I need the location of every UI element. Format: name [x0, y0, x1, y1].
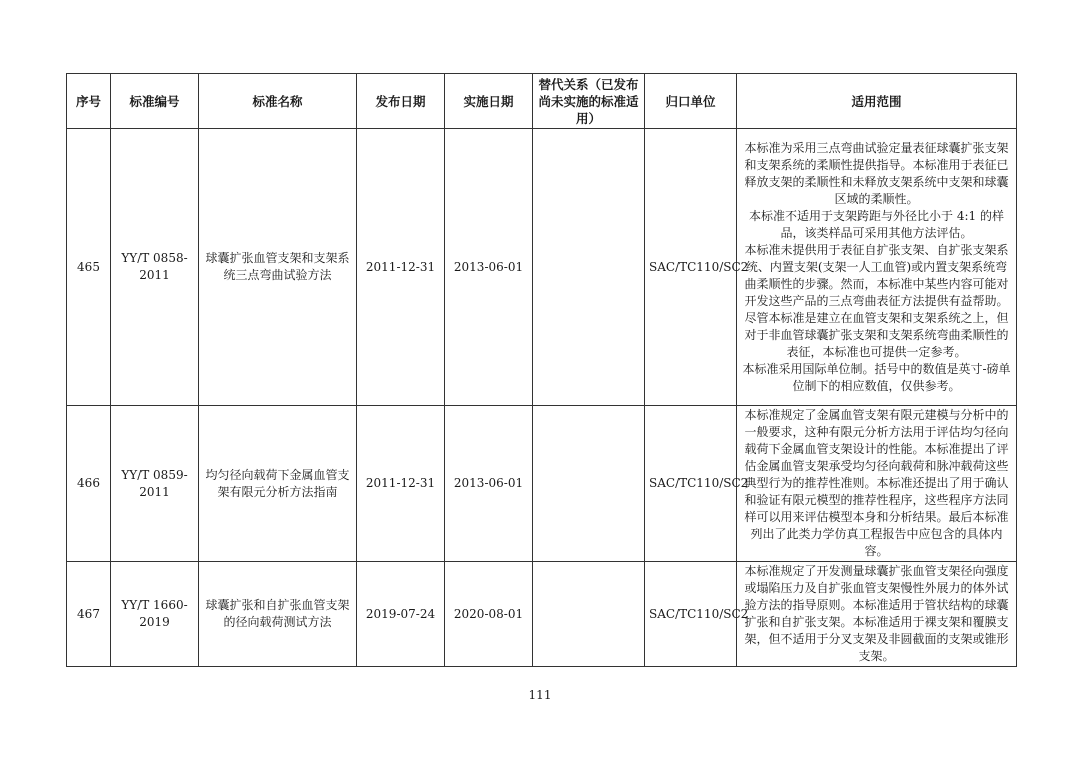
scope-paragraph: 本标准规定了开发测量球囊扩张血管支架径向强度或塌陷压力及自扩张血管支架慢性外展力的体外试验方法的指导原则。本标准适用于管状结构的球囊扩张和自扩张支架。本标准适用于裸支架和覆膜支架，但不适用于分叉支架及非圆截面的支架或锥形支架。 [744, 564, 1009, 663]
cell-replace [533, 406, 645, 562]
header-std-name: 标准名称 [199, 74, 357, 129]
cell-replace [533, 562, 645, 667]
page-number: 111 [528, 688, 552, 702]
cell-impl-date: 2013-06-01 [445, 129, 533, 406]
scope-paragraph: 本标准采用国际单位制。括号中的数值是英寸-磅单位制下的相应数值，仅供参考。 [742, 361, 1011, 393]
header-seq: 序号 [67, 74, 111, 129]
header-replace: 替代关系（已发布尚未实施的标准适用） [533, 74, 645, 129]
header-impl-date: 实施日期 [445, 74, 533, 129]
cell-std-no: YY/T 1660-2019 [111, 562, 199, 667]
table-row [67, 406, 1017, 562]
header-row [67, 74, 1017, 129]
scope-paragraph: 本标准不适用于支架跨距与外径比小于 4:1 的样品，该类样品可采用其他方法评估。 [749, 208, 1004, 240]
cell-unit: SAC/TC110/SC2 [645, 129, 737, 406]
cell-unit: SAC/TC110/SC2 [645, 406, 737, 562]
cell-seq: 467 [67, 562, 111, 667]
cell-seq: 465 [67, 129, 111, 406]
cell-seq: 466 [67, 406, 111, 562]
standards-table [66, 73, 1017, 667]
cell-impl-date: 2013-06-01 [445, 406, 533, 562]
scope-paragraph: 本标准未提供用于表征自扩张支架、自扩张支架系统、内置支架(支架一人工血管)或内置支架系统弯曲柔顺性的步骤。然而，本标准中某些内容可能对开发这些产品的三点弯曲表征方法提供有益帮助。尽管本标准是建立在血管支架和支架系统之上，但对于非血管球囊扩张支架和支架系统弯曲柔顺性的表征，本标准也可提供一定参考。 [744, 242, 1009, 359]
cell-std-name: 球囊扩张血管支架和支架系统三点弯曲试验方法 [199, 129, 357, 406]
header-scope: 适用范围 [737, 74, 1017, 129]
header-unit: 归口单位 [645, 74, 737, 129]
cell-std-no: YY/T 0859-2011 [111, 406, 199, 562]
cell-impl-date: 2020-08-01 [445, 562, 533, 667]
cell-std-name: 均匀径向载荷下金属血管支架有限元分析方法指南 [199, 406, 357, 562]
scope-paragraph: 本标准为采用三点弯曲试验定量表征球囊扩张支架和支架系统的柔顺性提供指导。本标准用于表征已释放支架的柔顺性和未释放支架系统中支架和球囊区域的柔顺性。 [744, 140, 1009, 206]
table-row [67, 129, 1017, 406]
header-publish-date: 发布日期 [357, 74, 445, 129]
cell-publish-date: 2011-12-31 [357, 129, 445, 406]
table-row [67, 562, 1017, 667]
cell-replace [533, 129, 645, 406]
cell-publish-date: 2011-12-31 [357, 406, 445, 562]
cell-scope [737, 129, 1017, 406]
cell-scope [737, 562, 1017, 667]
cell-std-no: YY/T 0858-2011 [111, 129, 199, 406]
cell-publish-date: 2019-07-24 [357, 562, 445, 667]
cell-scope [737, 406, 1017, 562]
scope-paragraph: 本标准规定了金属血管支架有限元建模与分析中的一般要求，这种有限元分析方法用于评估均匀径向载荷下金属血管支架设计的性能。本标准提出了评估金属血管支架承受均匀径向载荷和脉冲载荷这些典型行为的推荐性准则。本标准还提出了用于确认和验证有限元模型的推荐性程序，这些程序方法同样可以用来评估模型本身和分析结果。最后本标准列出了此类力学仿真工程报告中应包含的具体内容。 [744, 408, 1009, 558]
cell-unit: SAC/TC110/SC2 [645, 562, 737, 667]
cell-std-name: 球囊扩张和自扩张血管支架的径向载荷测试方法 [199, 562, 357, 667]
header-std-no: 标准编号 [111, 74, 199, 129]
